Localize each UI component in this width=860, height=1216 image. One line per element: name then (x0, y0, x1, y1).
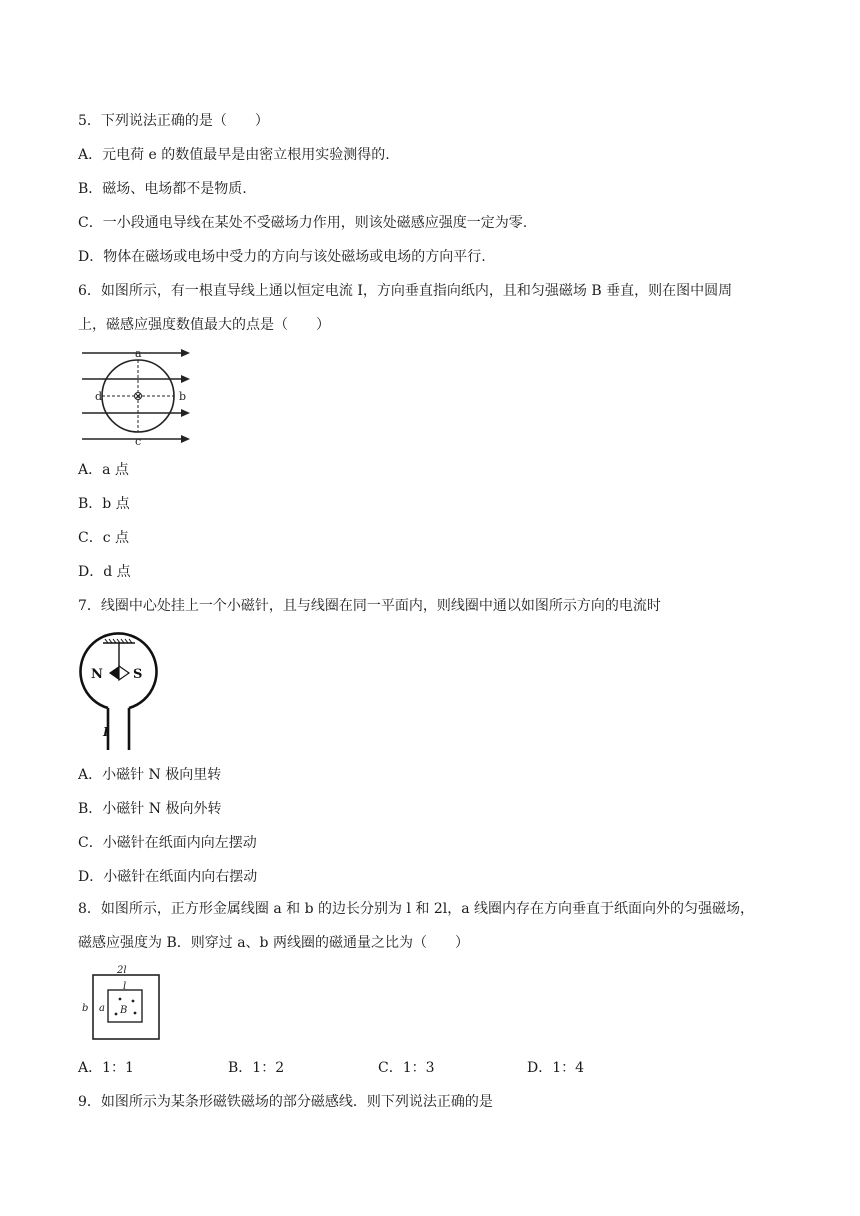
q5-option-c: C．一小段通电导线在某处不受磁场力作用，则该处磁感应强度一定为零. (78, 215, 528, 231)
q8-label-b: b (82, 1003, 89, 1014)
q8-option-c: C．1：3 (378, 1060, 435, 1076)
q8-label-2l: 2l (117, 965, 127, 976)
q6-stem-line2: 上，磁感应强度数值最大的点是（ ） (78, 317, 330, 333)
q5-option-b: B．磁场、电场都不是物质. (78, 181, 247, 197)
q7-figure-coil-with-compass (78, 630, 160, 752)
q7-option-c: C．小磁针在纸面内向左摆动 (78, 835, 257, 851)
q6-option-a: A．a 点 (78, 462, 129, 478)
q8-figure-square-coils (80, 963, 164, 1043)
q6-option-b: B．b 点 (78, 496, 130, 512)
q8-stem-line2: 磁感应强度为 B．则穿过 a、b 两线圈的磁通量之比为（ ） (78, 935, 469, 951)
q7-label-current: I (103, 725, 109, 739)
q6-label-b: b (179, 390, 187, 403)
q8-option-d: D．1：4 (527, 1060, 585, 1076)
q7-option-a: A．小磁针 N 极向里转 (78, 767, 222, 783)
q8-option-a: A．1：1 (78, 1060, 134, 1076)
q5-option-a: A．元电荷 e 的数值最早是由密立根用实验测得的. (78, 147, 390, 163)
q8-stem-line1: 8．如图所示，正方形金属线圈 a 和 b 的边长分别为 l 和 2l，a 线圈内存在方向垂直于纸面向外的匀强磁场， (78, 901, 755, 917)
q8-option-b: B．1：2 (228, 1060, 285, 1076)
q6-label-d: d (95, 390, 103, 403)
q6-figure-wire-in-uniform-field (80, 345, 200, 447)
q7-label-north: N (91, 667, 103, 682)
q5-option-d: D．物体在磁场或电场中受力的方向与该处磁场或电场的方向平行. (78, 249, 486, 265)
q6-stem-line1: 6．如图所示，有一根直导线上通以恒定电流 I，方向垂直指向纸内，且和匀强磁场 B 垂直，则在图中圆周 (78, 283, 733, 299)
q6-option-c: C．c 点 (78, 530, 130, 546)
q5-stem: 5．下列说法正确的是（ ） (78, 113, 269, 129)
q7-label-south: S (133, 667, 143, 682)
q8-label-a: a (99, 1003, 105, 1014)
q8-label-field-b: B (120, 1005, 128, 1016)
q9-stem: 9．如图所示为某条形磁铁磁场的部分磁感线．则下列说法正确的是 (78, 1094, 493, 1110)
q7-option-d: D．小磁针在纸面内向右摆动 (78, 869, 258, 885)
q6-option-d: D．d 点 (78, 564, 131, 580)
q6-label-a: a (135, 347, 142, 360)
q6-label-c: c (135, 435, 142, 447)
q7-stem: 7．线圈中心处挂上一个小磁针，且与线圈在同一平面内，则线圈中通以如图所示方向的电流时 (78, 598, 661, 614)
q8-label-l: l (123, 981, 127, 992)
q7-option-b: B．小磁针 N 极向外转 (78, 801, 222, 817)
